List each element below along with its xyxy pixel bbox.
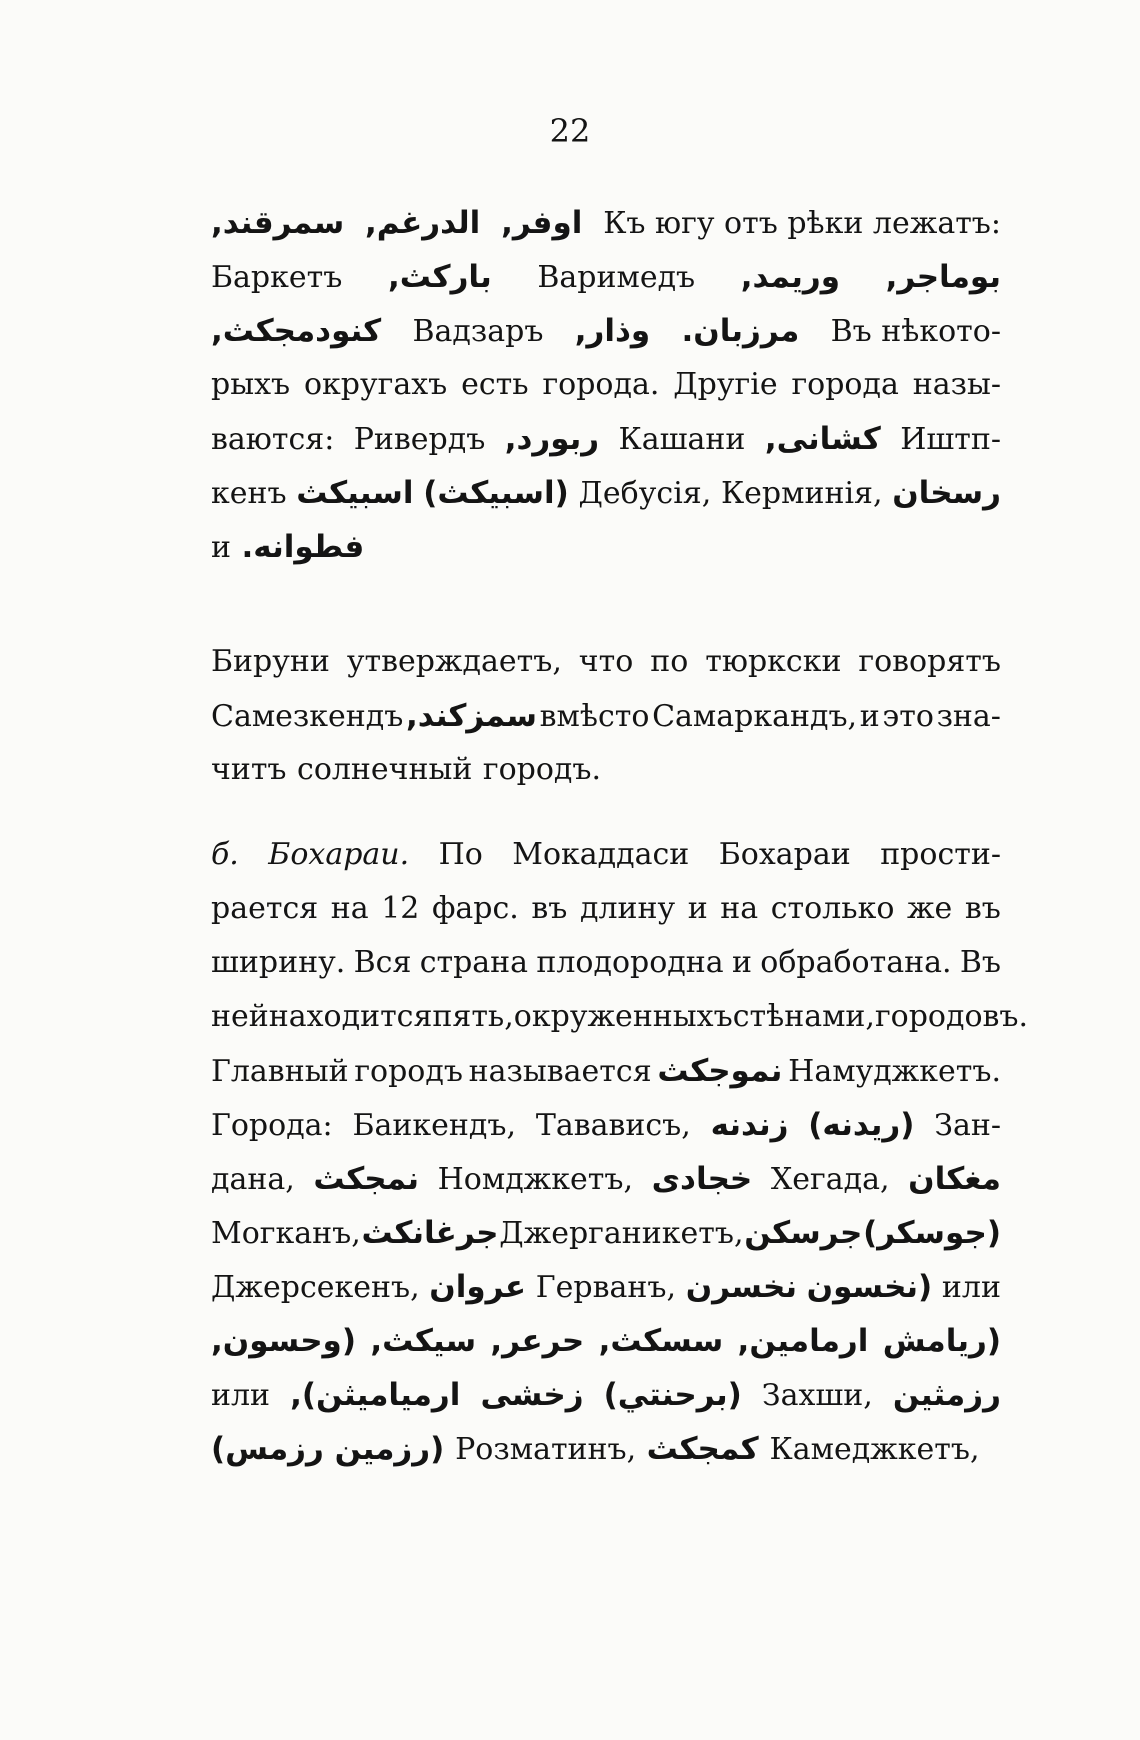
arabic-word: كمجكث <box>646 1431 759 1467</box>
word: Намуджкетъ. <box>788 1054 1001 1089</box>
text-line <box>211 1152 1001 1206</box>
word: Камеджкетъ, <box>769 1432 980 1467</box>
word: Дебусія, <box>578 476 712 511</box>
arabic-word: فطوانه. <box>241 529 365 565</box>
word: Другіе <box>673 367 778 402</box>
word: Мокаддаси <box>512 837 690 872</box>
arabic-word: (ريدنه) <box>808 1107 915 1143</box>
text-line <box>211 743 1001 797</box>
arabic-word: (اسبيكث) <box>423 475 569 511</box>
paragraph-samarkand-villages <box>211 196 1001 574</box>
word: это <box>882 699 934 734</box>
text-line <box>211 1206 1001 1260</box>
word: въ <box>531 891 568 926</box>
word: столько <box>770 891 895 926</box>
arabic-word: زندنه <box>710 1107 789 1143</box>
paragraph-bokhara <box>211 828 1029 1476</box>
word: Самезкендъ <box>211 699 404 734</box>
word: зна- <box>936 699 1001 734</box>
word: ваются: <box>211 422 335 457</box>
word: дана, <box>211 1162 295 1197</box>
word: фарс. <box>431 891 519 926</box>
word: Баикендъ, <box>352 1108 516 1143</box>
text-line <box>211 520 1001 574</box>
word: Баркетъ <box>211 260 343 295</box>
word: и <box>687 891 708 926</box>
arabic-word: (نخسون <box>806 1269 933 1305</box>
arabic-word: بارکث, <box>387 259 492 295</box>
arabic-word: الدرغم, <box>365 205 481 241</box>
arabic-word: بوماجر, <box>885 259 1001 295</box>
text-line <box>211 1422 1001 1476</box>
arabic-word: عروان <box>429 1269 527 1305</box>
arabic-word: کنودمجکث, <box>211 313 382 349</box>
word: Номджкетъ, <box>437 1162 633 1197</box>
word: и <box>859 699 880 734</box>
word: Въ нѣкото- <box>830 314 1001 349</box>
text-line <box>211 635 1001 689</box>
arabic-word: سيكث, <box>370 1323 477 1359</box>
word: на <box>720 891 759 926</box>
arabic-word: مغكان <box>908 1161 1001 1197</box>
word: читъ <box>211 752 287 787</box>
word: длину <box>579 891 676 926</box>
text-line <box>211 990 1029 1044</box>
text-line <box>211 828 1001 882</box>
word: находится <box>268 999 433 1034</box>
word: же <box>906 891 953 926</box>
arabic-word: مرزبان. <box>681 313 800 349</box>
word: Хегада, <box>770 1162 890 1197</box>
arabic-word: رزمثين <box>892 1377 1001 1413</box>
word: и <box>731 945 752 980</box>
word: Вадзаръ <box>412 314 544 349</box>
word: Джерганикетъ, <box>499 1216 744 1251</box>
arabic-word: حرعر, <box>490 1323 585 1359</box>
text-line <box>211 1368 1001 1422</box>
word: Могканъ, <box>211 1216 361 1251</box>
arabic-word: سمزكند, <box>406 698 537 734</box>
word: рается <box>211 891 319 926</box>
text-line <box>211 936 1001 990</box>
word: Захши, <box>761 1378 873 1413</box>
text-line <box>211 250 1001 304</box>
word: Къ югу отъ рѣки лежатъ: <box>603 206 1001 241</box>
word: рыхъ <box>211 367 291 402</box>
word: плодородна <box>536 945 724 980</box>
word: вмѣсто <box>539 699 650 734</box>
word: есть <box>461 367 529 402</box>
word: Самаркандъ, <box>652 699 858 734</box>
word: города. <box>542 367 660 402</box>
word: города <box>791 367 899 402</box>
arabic-word: (وحسون, <box>211 1323 356 1359</box>
word: утверждаетъ, <box>346 644 562 679</box>
word: Главный <box>211 1054 349 1089</box>
word: городъ. <box>482 752 602 787</box>
word: 12 <box>381 891 420 926</box>
word: называется <box>468 1054 652 1089</box>
word: солнечный <box>297 752 473 787</box>
arabic-word: (ريامش <box>882 1323 1001 1359</box>
text-line <box>211 1044 1001 1098</box>
word: на <box>330 891 369 926</box>
arabic-word: كشانى, <box>764 421 881 457</box>
word: Тавависъ, <box>535 1108 691 1143</box>
word: Бохараи <box>718 837 851 872</box>
arabic-word: ارمياميثن), <box>290 1377 461 1413</box>
page-number: 22 <box>549 112 591 150</box>
word: Керминія, <box>720 476 883 511</box>
word: Кашани <box>618 422 746 457</box>
word: или <box>211 1378 271 1413</box>
word: Розматинъ, <box>455 1432 637 1467</box>
arabic-word: ارمامين, <box>737 1323 869 1359</box>
arabic-word: نخسرن <box>685 1269 797 1305</box>
word: тюркски <box>705 644 842 679</box>
arabic-word: (رزمين رزمس) <box>211 1431 445 1467</box>
word: прости- <box>880 837 1001 872</box>
word: ней <box>211 999 269 1034</box>
arabic-word: وريمد, <box>740 259 841 295</box>
word: стѣнами, <box>732 999 875 1034</box>
word: городъ <box>354 1054 463 1089</box>
arabic-word: رسخان <box>892 475 1001 511</box>
text-line <box>211 882 1001 936</box>
arabic-word: وذار, <box>574 313 651 349</box>
word: Иштп- <box>900 422 1001 457</box>
word: Бируни <box>211 644 330 679</box>
word: ширину. <box>211 945 346 980</box>
word: Вся <box>353 945 412 980</box>
arabic-word: (جوسكر) <box>863 1215 1001 1251</box>
text-line <box>211 1260 1001 1314</box>
arabic-word: نموجكث <box>657 1053 783 1089</box>
arabic-word: جرسكن <box>744 1215 863 1251</box>
text-line <box>211 304 1001 358</box>
word: говорятъ <box>858 644 1001 679</box>
word: что <box>578 644 634 679</box>
word: Зан- <box>934 1108 1001 1143</box>
word: въ <box>964 891 1001 926</box>
word: городовъ. <box>874 999 1029 1034</box>
word: пять, <box>432 999 514 1034</box>
word: или <box>941 1270 1001 1305</box>
text-line <box>211 412 1001 466</box>
word: и <box>211 530 231 565</box>
arabic-word: ربورد, <box>504 421 600 457</box>
word: Города: <box>211 1108 333 1143</box>
word: обработана. <box>760 945 952 980</box>
word: б. <box>211 837 239 872</box>
word: Въ <box>959 945 1001 980</box>
word: окруженныхъ <box>513 999 733 1034</box>
arabic-word: سمرقند, <box>211 205 345 241</box>
word: Варимедъ <box>537 260 696 295</box>
arabic-word: جرغانكث <box>361 1215 499 1251</box>
arabic-word: (برحنتي) <box>603 1377 742 1413</box>
word: назы- <box>912 367 1001 402</box>
word: По <box>438 837 483 872</box>
arabic-word: نمجكث <box>313 1161 420 1197</box>
text-line <box>211 196 1001 250</box>
arabic-word: اسبيكث <box>296 475 414 511</box>
arabic-word: اوفر, <box>501 205 583 241</box>
word: Герванъ, <box>535 1270 677 1305</box>
text-line <box>211 358 1001 412</box>
word: по <box>650 644 689 679</box>
arabic-word: سسكث, <box>598 1323 724 1359</box>
word: страна <box>419 945 529 980</box>
word: Бохараи. <box>268 837 410 872</box>
text-line <box>211 1314 1001 1368</box>
text-line <box>211 466 1001 520</box>
word: Ривердъ <box>353 422 486 457</box>
paragraph-biruni <box>211 635 1001 797</box>
text-line <box>211 1098 1001 1152</box>
word: Джерсекенъ, <box>211 1270 420 1305</box>
arabic-word: زخشى <box>480 1377 584 1413</box>
text-line <box>211 689 1001 743</box>
arabic-word: خجادى <box>651 1161 753 1197</box>
word: округахъ <box>303 367 448 402</box>
word: кенъ <box>211 476 287 511</box>
